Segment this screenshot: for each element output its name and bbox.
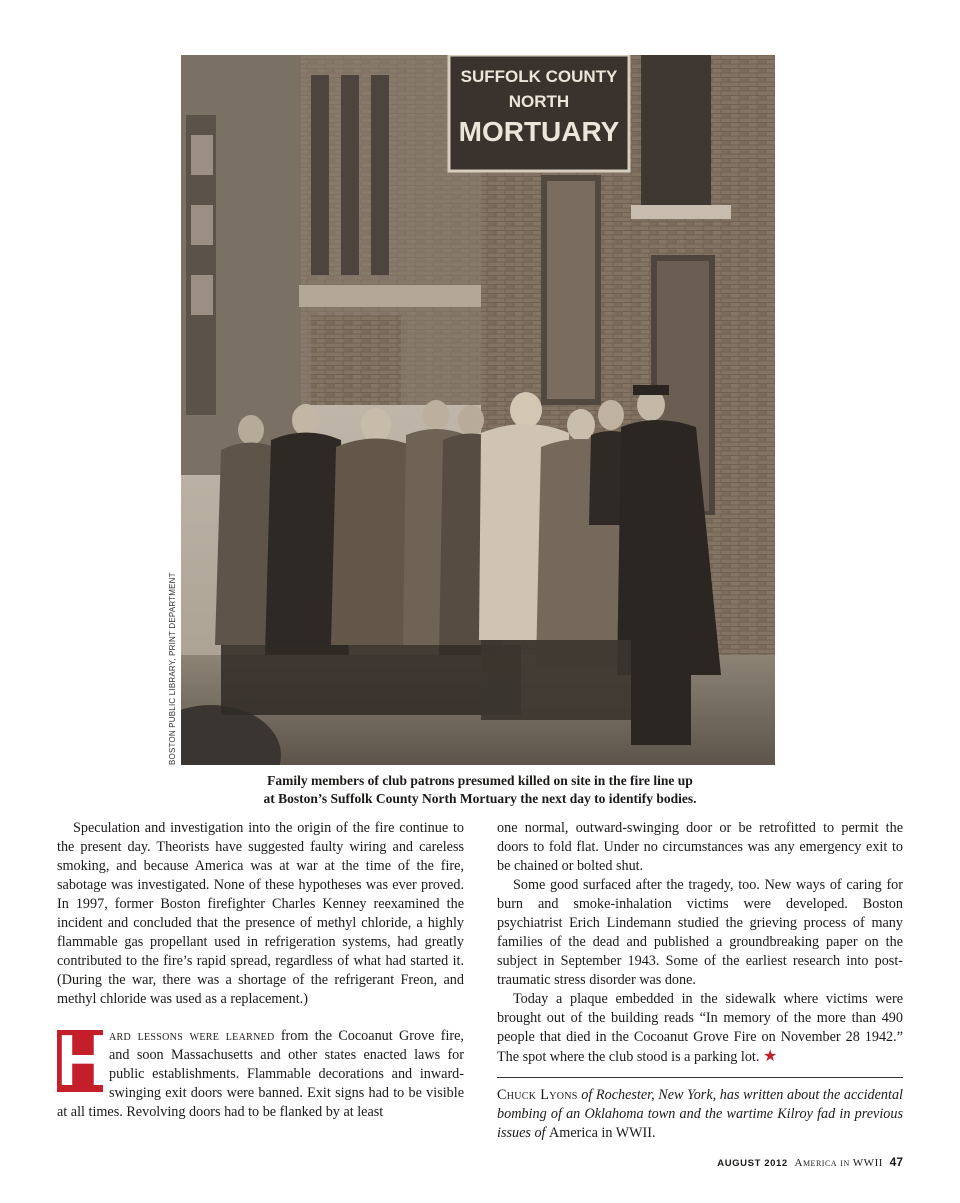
issue-date: AUGUST 2012 xyxy=(717,1158,788,1169)
photo-credit: BOSTON PUBLIC LIBRARY, PRINT DEPARTMENT xyxy=(168,572,177,765)
drop-cap xyxy=(57,1021,109,1101)
article-right-column xyxy=(497,819,903,1143)
section-paragraph xyxy=(57,1021,464,1122)
photo-illustration xyxy=(181,55,775,765)
author-bio-rule xyxy=(497,1077,903,1143)
author-bio xyxy=(497,1086,903,1143)
section-text: from the Cocoanut Grove fire, and soon Massachusetts and other states enacted laws for public establishments. Flammable decorations and inward-swinging exit doors were banned. Exit signs had to be visible at all times. Revolving doors had to be flanked by at least xyxy=(57,1028,464,1120)
sign-line1: SUFFOLK COUNTY xyxy=(460,67,618,86)
mortuary-photo xyxy=(181,55,775,765)
article-paragraph-final xyxy=(497,990,903,1067)
caption-line-2: at Boston’s Suffolk County North Mortuary the next day to identify bodies. xyxy=(263,791,697,806)
sign-line2: NORTH xyxy=(508,92,570,111)
page-number: 47 xyxy=(889,1155,903,1169)
end-star-icon: ★ xyxy=(762,1048,778,1065)
author-name: Chuck Lyons xyxy=(497,1087,578,1103)
article-left-column xyxy=(57,819,464,1122)
photo-caption xyxy=(200,772,760,808)
page-footer xyxy=(717,1155,903,1169)
article-paragraph: Some good surfaced after the tragedy, too. New ways of caring for burn and smoke-inhalation victims were developed. Boston psychiatrist Erich Lindemann studied the grieving process of many families of the dead and published a groundbreaking paper on the subject in September 1943. Some of the earliest research into post-traumatic stress disorder was done. xyxy=(497,877,903,988)
drop-cap-letter: H xyxy=(57,1021,109,1101)
caption-line-1: Family members of club patrons presumed killed on site in the fire line up xyxy=(267,773,693,788)
final-text: Today a plaque embedded in the sidewalk where victims were brought out of the building reads “In memory of the more than 490 people that died in the Cocoanut Grove Fire on November 28 1942.” The spot where the club stood is a parking lot. xyxy=(497,991,903,1065)
sign-line3: MORTUARY xyxy=(458,116,620,147)
section-lead-in: ard lessons were learned xyxy=(109,1028,275,1044)
bio-end: . xyxy=(651,1125,656,1141)
bio-magazine: America in WWII xyxy=(549,1125,652,1141)
magazine-name: America in WWII xyxy=(794,1157,883,1169)
bio-text: of Rochester, New York, has written about the accidental bombing of an Oklahoma town and the wartime Kilroy fad in previous issues of xyxy=(497,1087,903,1141)
article-paragraph: Speculation and investigation into the origin of the fire continue to the present day. Theorists have suggested faulty wiring and careless smoking, and because America was at war at the time of the fire, sabotage was investigated. None of these hypotheses was ever proved. In 1997, former Boston firefighter Charles Kenney reexamined the incident and concluded that the presence of methyl chloride, a highly flammable gas propellant used in refrigeration systems, had greatly contributed to the fire’s rapid spread, regardless of what had started it. (During the war, there was a shortage of the refrigerant Freon, and methyl chloride was used as a replacement.) xyxy=(57,820,464,1007)
article-paragraph-continued: one normal, outward-swinging door or be retrofitted to permit the doors to fold flat. Under no circumstances was any emergency exit to be chained or bolted shut. xyxy=(497,820,903,874)
